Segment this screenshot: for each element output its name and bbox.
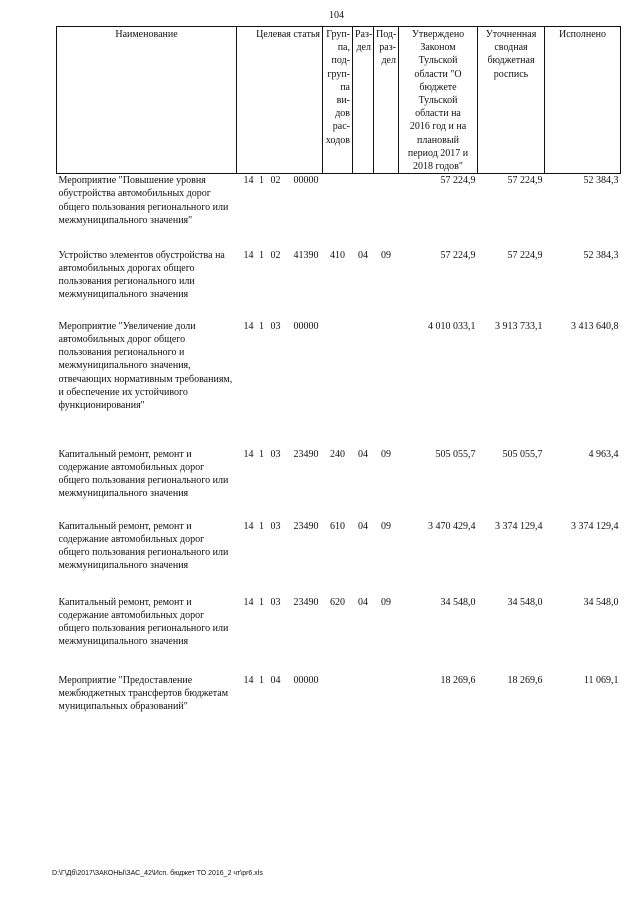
row-section: [353, 320, 374, 448]
row-expense-group: 240: [330, 448, 345, 460]
target-article-part: 14: [243, 249, 254, 261]
row-executed: 52 384,3: [583, 249, 619, 261]
row-name: Мероприятие "Повышение уровня обустройства автомобильных дорог общего пользования регионального или межмуниципального значения": [58, 175, 229, 226]
target-article-part: 03: [270, 520, 281, 532]
table-body: [57, 174, 621, 754]
target-article-part: 03: [270, 448, 281, 460]
target-article-part: 03: [270, 596, 281, 608]
target-article-part: 1: [259, 674, 264, 686]
header-target-article: Целевая статья: [237, 27, 323, 174]
row-subsection: 09: [381, 249, 391, 261]
target-article-part: 14: [243, 520, 254, 532]
target-article-part: 41390: [293, 249, 319, 261]
row-section: 04: [358, 448, 368, 460]
target-article-part: 14: [243, 596, 254, 608]
footer-file-path: D:\Г\Дб\2017\ЗАКОНЫ\ЗАС_42\Исп. бюджет ТО 2016_2 чт\pr6.xls: [52, 870, 263, 877]
target-article-part: 1: [259, 596, 264, 608]
row-section: 04: [358, 596, 368, 608]
table-row: [57, 249, 621, 320]
target-article-part: 14: [243, 175, 254, 187]
row-target-article: [237, 320, 323, 448]
target-article-part: 14: [243, 320, 254, 332]
target-article-part: 00000: [293, 175, 319, 187]
table-row: [57, 320, 621, 448]
row-target-article: [237, 520, 323, 596]
row-executed: 11 069,1: [583, 674, 619, 686]
row-executed: 52 384,3: [583, 175, 619, 187]
row-subsection: [374, 174, 399, 249]
target-article-part: 23490: [293, 448, 319, 460]
table-row: [57, 174, 621, 249]
row-subsection: 09: [381, 448, 391, 460]
row-approved: 505 055,7: [435, 448, 476, 460]
row-expense-group: [323, 674, 353, 754]
target-article-part: 1: [259, 320, 264, 332]
row-refined: 57 224,9: [507, 249, 543, 261]
row-executed: 4 963,4: [588, 448, 619, 460]
row-refined: 505 055,7: [502, 448, 543, 460]
target-article-part: 00000: [293, 320, 319, 332]
row-section: [353, 174, 374, 249]
row-subsection: 09: [381, 596, 391, 608]
row-expense-group: 620: [330, 596, 345, 608]
target-article-part: 00000: [293, 674, 319, 686]
table-row: [57, 674, 621, 754]
header-refined: Уточненная сводная бюджетная роспись: [478, 27, 545, 174]
row-section: 04: [358, 249, 368, 261]
row-target-article: [237, 448, 323, 520]
table-header-row: [57, 27, 621, 174]
row-approved: 57 224,9: [440, 249, 476, 261]
target-article-part: 23490: [293, 596, 319, 608]
header-expense-group: Груп- па, под- груп- па ви- дов рас- ходов: [323, 27, 353, 174]
row-target-article: [237, 674, 323, 754]
target-article-part: 1: [259, 448, 264, 460]
row-expense-group: [323, 174, 353, 249]
target-article-part: 1: [259, 249, 264, 261]
row-name: Капитальный ремонт, ремонт и содержание автомобильных дорог общего пользования регионального или межмуниципального значения: [58, 448, 229, 500]
table-row: [57, 448, 621, 520]
row-expense-group: 410: [330, 249, 345, 261]
target-article-part: 14: [243, 448, 254, 460]
row-name: Капитальный ремонт, ремонт и содержание автомобильных дорог общего пользования регионального или межмуниципального значения: [58, 520, 229, 572]
header-executed: Исполнено: [545, 27, 621, 174]
row-section: 04: [358, 520, 368, 532]
row-refined: 3 913 733,1: [495, 320, 543, 332]
row-expense-group: [323, 320, 353, 448]
target-article-part: 23490: [293, 520, 319, 532]
row-approved: 3 470 429,4: [428, 520, 476, 532]
table-row: [57, 596, 621, 674]
row-refined: 3 374 129,4: [495, 520, 543, 532]
row-name: Устройство элементов обустройства на автомобильных дорогах общего пользования регионального или межмуниципального значения: [58, 249, 225, 301]
row-executed: 34 548,0: [583, 596, 619, 608]
target-article-part: 1: [259, 175, 264, 187]
row-executed: 3 374 129,4: [571, 520, 619, 532]
table-row: [57, 520, 621, 596]
row-expense-group: 610: [330, 520, 345, 532]
row-section: [353, 674, 374, 754]
header-subsection: Под- раз- дел: [374, 27, 399, 174]
row-name: Капитальный ремонт, ремонт и содержание автомобильных дорог общего пользования регионального или межмуниципального значения: [58, 596, 229, 648]
page-number: 104: [329, 10, 344, 21]
row-refined: 34 548,0: [507, 596, 543, 608]
target-article-part: 02: [270, 175, 281, 187]
target-article-part: 14: [243, 674, 254, 686]
row-refined: 57 224,9: [507, 175, 543, 187]
row-name: Мероприятие "Предоставление межбюджетных трансфертов бюджетам муниципальных образований": [58, 674, 229, 713]
row-approved: 34 548,0: [440, 596, 476, 608]
row-executed: 3 413 640,8: [571, 320, 619, 332]
target-article-part: 03: [270, 320, 281, 332]
row-name: Мероприятие "Увеличение доли автомобильных дорог общего пользования регионального и межмуниципального значения, отвечающих нормативным требованиям, и обеспечение их устойчивого функционирования": [58, 320, 233, 411]
row-target-article: [237, 596, 323, 674]
header-name: Наименование: [57, 27, 237, 174]
row-refined: 18 269,6: [507, 674, 543, 686]
row-approved: 4 010 033,1: [428, 320, 476, 332]
target-article-part: 1: [259, 520, 264, 532]
row-target-article: [237, 174, 323, 249]
row-subsection: [374, 674, 399, 754]
row-approved: 18 269,6: [440, 674, 476, 686]
target-article-part: 04: [270, 674, 281, 686]
header-section: Раз- дел: [353, 27, 374, 174]
row-approved: 57 224,9: [440, 175, 476, 187]
row-subsection: 09: [381, 520, 391, 532]
row-subsection: [374, 320, 399, 448]
target-article-part: 02: [270, 249, 281, 261]
header-approved: Утверждено Законом Тульской области "О бюджете Тульской области на 2016 год и на плановый период 2017 и 2018 годов": [399, 27, 478, 174]
row-target-article: [237, 249, 323, 320]
budget-table: [56, 26, 621, 754]
